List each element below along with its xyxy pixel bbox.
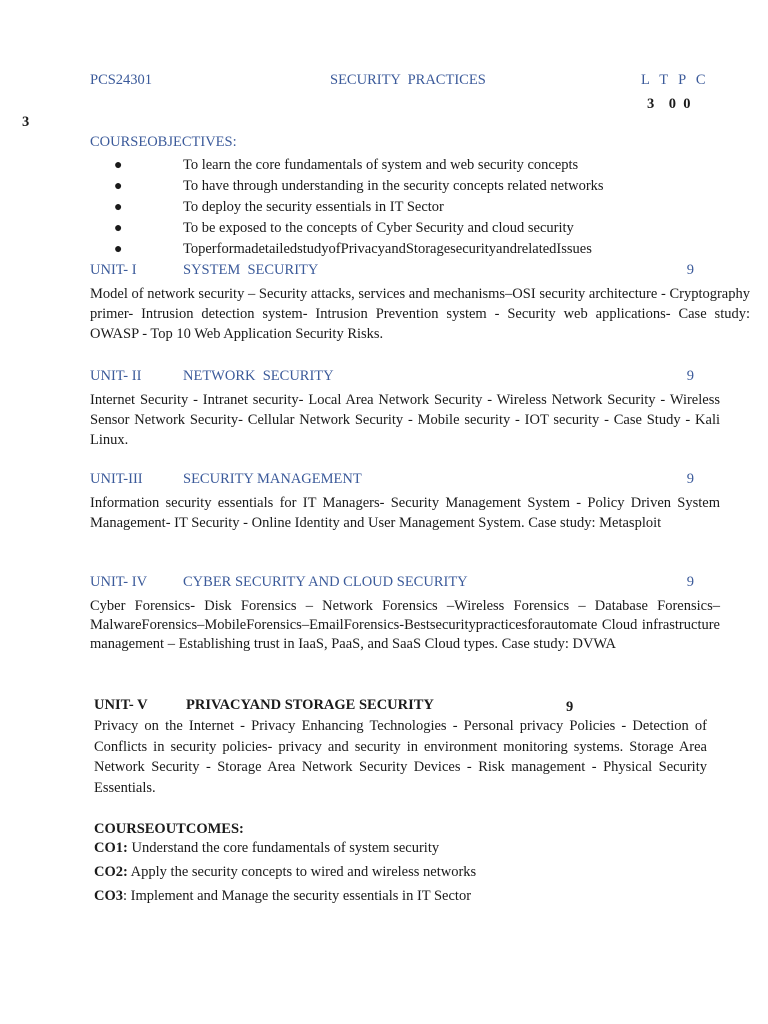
- unit-3-heading: [90, 471, 694, 491]
- unit-label: UNIT- I: [90, 262, 137, 278]
- objective-item: ● To have through understanding in the security concepts related networks: [90, 176, 730, 197]
- unit-label: UNIT- V: [94, 697, 148, 713]
- bullet-icon: ●: [114, 242, 123, 257]
- objectives-heading: COURSEOBJECTIVES:: [90, 134, 237, 150]
- outcome-text: : Implement and Manage the security essentials in IT Sector: [123, 888, 472, 904]
- objective-item: ● To be exposed to the concepts of Cyber Security and cloud security: [90, 218, 730, 239]
- unit-title: SECURITY MANAGEMENT: [183, 471, 362, 487]
- unit-label: UNIT- IV: [90, 574, 148, 590]
- outcome-item: [94, 840, 439, 857]
- outcome-text: Understand the core fundamentals of system security: [127, 840, 440, 856]
- outcome-code: CO1:: [94, 840, 128, 856]
- unit-hours: 9: [686, 262, 694, 278]
- outcome-item: [94, 864, 476, 881]
- unit-4-content: Cyber Forensics- Disk Forensics – Network Forensics –Wireless Forensics – Database Forensics– MalwareForensics–MobileForensics–EmailForensics-Bestsecuritypracticesforautomate Cloud infrastructure management – Establishing trust in IaaS, PaaS, and SaaS Cloud types. Case study: DVWA: [90, 598, 720, 652]
- outcome-code: CO3: [94, 888, 123, 904]
- unit-2-heading: [90, 368, 694, 388]
- unit-label: UNIT-III: [90, 471, 143, 487]
- objective-item: ● To deploy the security essentials in IT Sector: [90, 197, 730, 218]
- unit-1-content: Model of network security – Security attacks, services and mechanisms–OSI security architecture - Cryptography primer- Intrusion detection system- Intrusion Prevention system - Security web applications- Case study: OWASP - Top 10 Web Application Security Risks.: [90, 286, 750, 342]
- outcomes-heading: COURSEOUTCOMES:: [94, 821, 244, 837]
- unit-5-content: Privacy on the Internet - Privacy Enhancing Technologies - Personal privacy Policies - Detection of Conflicts in security policies- privacy and security in environment monitoring systems. Storage Area Network Security - Storage Area Network Security Devices - Risk management - Physical Security Essentials.: [94, 718, 707, 796]
- unit-2-content: Internet Security - Intranet security- Local Area Network Security - Wireless Network Security - Wireless Sensor Network Security- Cellular Network Security - Mobile security - IOT security - Case Study - Kali Linux.: [90, 392, 720, 448]
- credits-value: 3: [22, 114, 30, 130]
- objective-item: ● To learn the core fundamentals of system and web security concepts: [90, 155, 730, 176]
- unit-label: UNIT- II: [90, 368, 142, 384]
- bullet-icon: ●: [114, 179, 123, 194]
- objective-item: ● ToperformadetailedstudyofPrivacyandStoragesecurityandrelatedIssues: [90, 239, 730, 260]
- bullet-icon: ●: [114, 158, 123, 173]
- unit-title: CYBER SECURITY AND CLOUD SECURITY: [183, 574, 468, 590]
- ltpc-label: L T P C: [641, 72, 707, 88]
- unit-4-heading: [90, 574, 694, 594]
- unit-hours: 9: [566, 699, 574, 715]
- unit-hours: 9: [686, 574, 694, 590]
- course-code: PCS24301: [90, 72, 153, 88]
- unit-title: SYSTEM SECURITY: [183, 262, 319, 278]
- unit-hours: 9: [686, 368, 694, 384]
- outcome-text: Apply the security concepts to wired and wireless networks: [127, 864, 477, 880]
- unit-hours: 9: [686, 471, 694, 487]
- bullet-icon: ●: [114, 221, 123, 236]
- outcome-item: [94, 888, 471, 905]
- unit-1-heading: [90, 262, 694, 282]
- unit-title: PRIVACYAND STORAGE SECURITY: [186, 697, 434, 713]
- unit-3-content: Information security essentials for IT Managers- Security Management System - Policy Driven System Management- IT Security - Online Identity and User Management System. Case study: Metasploit: [90, 495, 720, 531]
- outcome-code: CO2:: [94, 864, 128, 880]
- course-title: SECURITY PRACTICES: [330, 72, 486, 88]
- unit-title: NETWORK SECURITY: [183, 368, 334, 384]
- ltpc-values: 3 0 0: [647, 96, 691, 112]
- bullet-icon: ●: [114, 200, 123, 215]
- objectives-list: [90, 155, 730, 260]
